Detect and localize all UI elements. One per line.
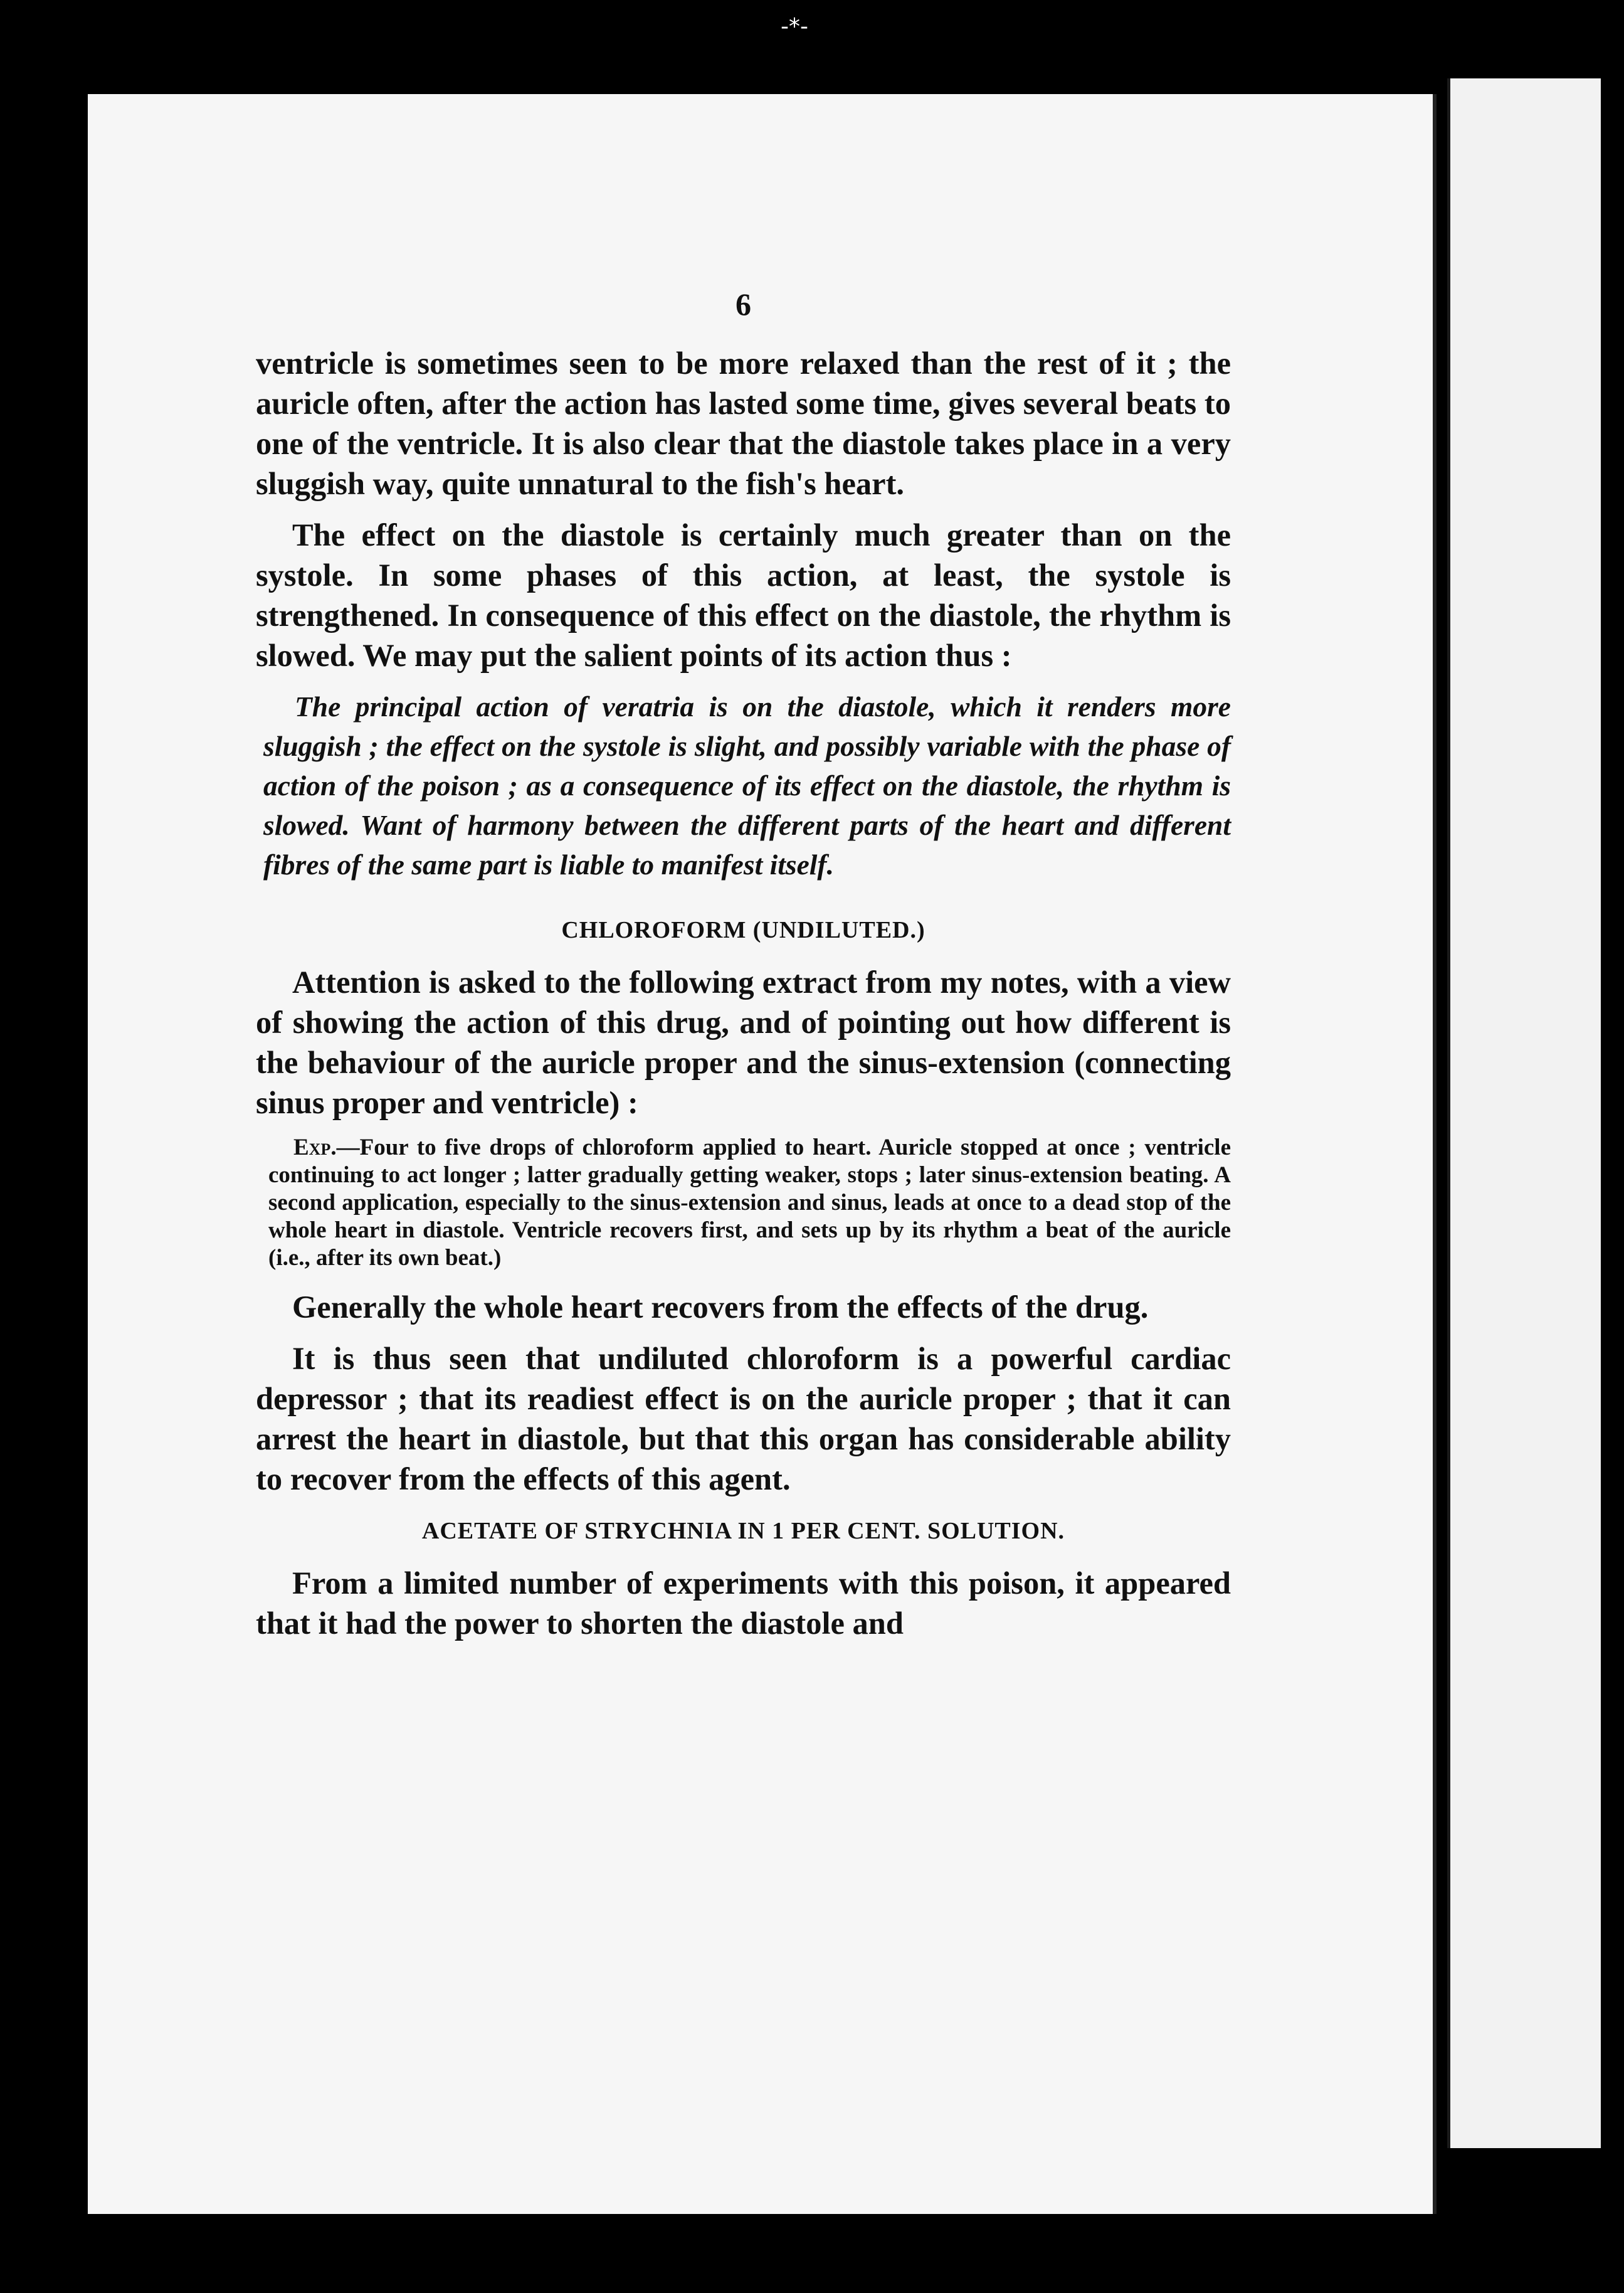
veratria-summary: The principal action of veratria is on the diastole, which it renders more sluggish ; the effect on the systole is slight, and possibly variable with the phase of action of the poison ; as a consequence of its effect on the diastole, the rhythm is slowed. Want of harmony between the different parts of the heart and different fibres of the same part is liable to manifest itself. — [263, 691, 1231, 881]
adjacent-page-edge — [1447, 78, 1601, 2148]
paragraph-conclusion: It is thus seen that undiluted chloroform is a powerful cardiac depressor ; that its readiest effect is on the auricle proper ; that it can arrest the heart in diastole, but that this organ has considerable ability to recover from the effects of this agent. — [256, 1341, 1231, 1496]
experiment-note — [256, 1134, 1231, 1272]
experiment-label: Exp.— — [293, 1135, 360, 1160]
experiment-text: Four to five drops of chloroform applied to heart. Auricle stopped at once ; ventricle continuing to act longer ; latter gradually getting weaker, stops ; later sinus-extension beating. A second application, especially to the sinus-extension and sinus, leads at once to a dead stop of the whole heart in diastole. Ventricle recovers first, and sets up by its rhythm a beat of the auricle (i.e., after its own beat.) — [268, 1135, 1231, 1271]
paragraph-attention: Attention is asked to the following extract from my notes, with a view of showing the action of this drug, and of pointing out how different is the behaviour of the auricle proper and the sinus-extension (connecting sinus proper and ventricle) : — [256, 965, 1231, 1120]
heading-strychnia: ACETATE OF STRYCHNIA IN 1 PER CENT. SOLUTION. — [421, 1518, 1065, 1544]
paragraph-ventricle: ventricle is sometimes seen to be more relaxed than the rest of it ; the auricle often, after the action has lasted some time, gives several beats to one of the ventricle. It is also clear that the diastole takes place in a very sluggish way, quite unnatural to the fish's heart. — [256, 346, 1231, 501]
scan-mark: -*- — [781, 14, 808, 40]
page-text — [256, 285, 1231, 1655]
paragraph-recovery: Generally the whole heart recovers from the effects of the drug. — [292, 1289, 1149, 1325]
page-number: 6 — [736, 287, 751, 322]
heading-chloroform: CHLOROFORM (UNDILUTED.) — [561, 917, 925, 943]
paragraph-strychnia: From a limited number of experiments with this poison, it appeared that it had the power to shorten the diastole and — [256, 1565, 1231, 1641]
paragraph-diastole-effect: The effect on the diastole is certainly much greater than on the systole. In some phases of this action, at least, the systole is strengthened. In consequence of this effect on the diastole, the rhythm is slowed. We may put the salient points of its action thus : — [256, 517, 1231, 673]
